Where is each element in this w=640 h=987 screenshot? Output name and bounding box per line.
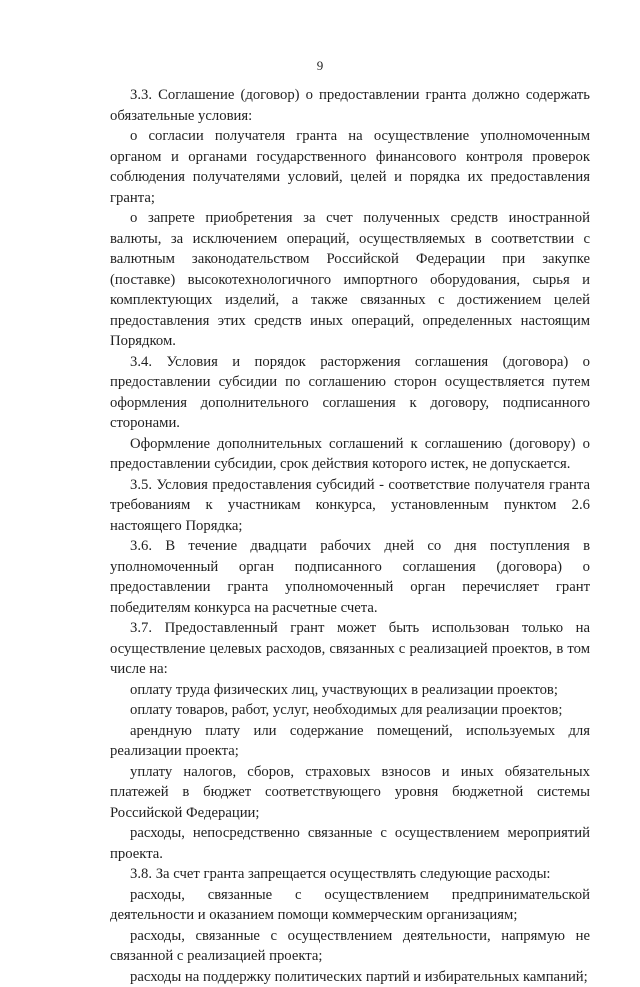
list-item-unrelated-expenses: расходы, связанные с осуществлением деятельности, напрямую не связанной с реализацией проекта;: [110, 926, 590, 967]
list-item-rent: арендную плату или содержание помещений, используемых для реализации проекта;: [110, 721, 590, 762]
list-item-taxes: уплату налогов, сборов, страховых взносов и иных обязательных платежей в бюджет соответствующего уровня бюджетной системы Российской Федерации;: [110, 762, 590, 824]
paragraph-inspection-consent: о согласии получателя гранта на осуществление уполномоченным органом и органами государственного финансового контроля проверок соблюдения получателями условий, целей и порядка их предоставления гранта;: [110, 126, 590, 208]
paragraph-3-3: 3.3. Соглашение (договор) о предоставлении гранта должно содержать обязательные условия:: [110, 85, 590, 126]
list-item-labor-costs: оплату труда физических лиц, участвующих в реализации проектов;: [110, 680, 590, 701]
paragraph-additional-agreements: Оформление дополнительных соглашений к соглашению (договору) о предоставлении субсидии, срок действия которого истек, не допускается.: [110, 434, 590, 475]
list-item-project-expenses: расходы, непосредственно связанные с осуществлением мероприятий проекта.: [110, 823, 590, 864]
list-item-business-expenses: расходы, связанные с осуществлением предпринимательской деятельности и оказанием помощи коммерческим организациям;: [110, 885, 590, 926]
document-body: [110, 85, 590, 987]
paragraph-3-4: 3.4. Условия и порядок расторжения соглашения (договора) о предоставлении субсидии по соглашению сторон осуществляется путем оформления дополнительного соглашения к договору, подписанного сторонами.: [110, 352, 590, 434]
list-item-goods-services: оплату товаров, работ, услуг, необходимых для реализации проектов;: [110, 700, 590, 721]
list-item-political-expenses: расходы на поддержку политических партий и избирательных кампаний;: [110, 967, 590, 987]
page-number: 9: [0, 58, 640, 74]
paragraph-currency-ban: о запрете приобретения за счет полученных средств иностранной валюты, за исключением операций, осуществляемых в соответствии с валютным законодательством Российской Федерации при закупке (поставке) высокотехнологичного импортного оборудования, сырья и комплектующих изделий, а также связанных с достижением целей предоставления этих средств иных операций, определенных настоящим Порядком.: [110, 208, 590, 352]
paragraph-3-8: 3.8. За счет гранта запрещается осуществлять следующие расходы:: [110, 864, 590, 885]
paragraph-3-6: 3.6. В течение двадцати рабочих дней со дня поступления в уполномоченный орган подписанного соглашения (договора) о предоставлении гранта уполномоченный орган перечисляет грант победителям конкурса на расчетные счета.: [110, 536, 590, 618]
paragraph-3-7: 3.7. Предоставленный грант может быть использован только на осуществление целевых расходов, связанных с реализацией проектов, в том числе на:: [110, 618, 590, 680]
paragraph-3-5: 3.5. Условия предоставления субсидий - соответствие получателя гранта требованиям к участникам конкурса, установленным пунктом 2.6 настоящего Порядка;: [110, 475, 590, 537]
